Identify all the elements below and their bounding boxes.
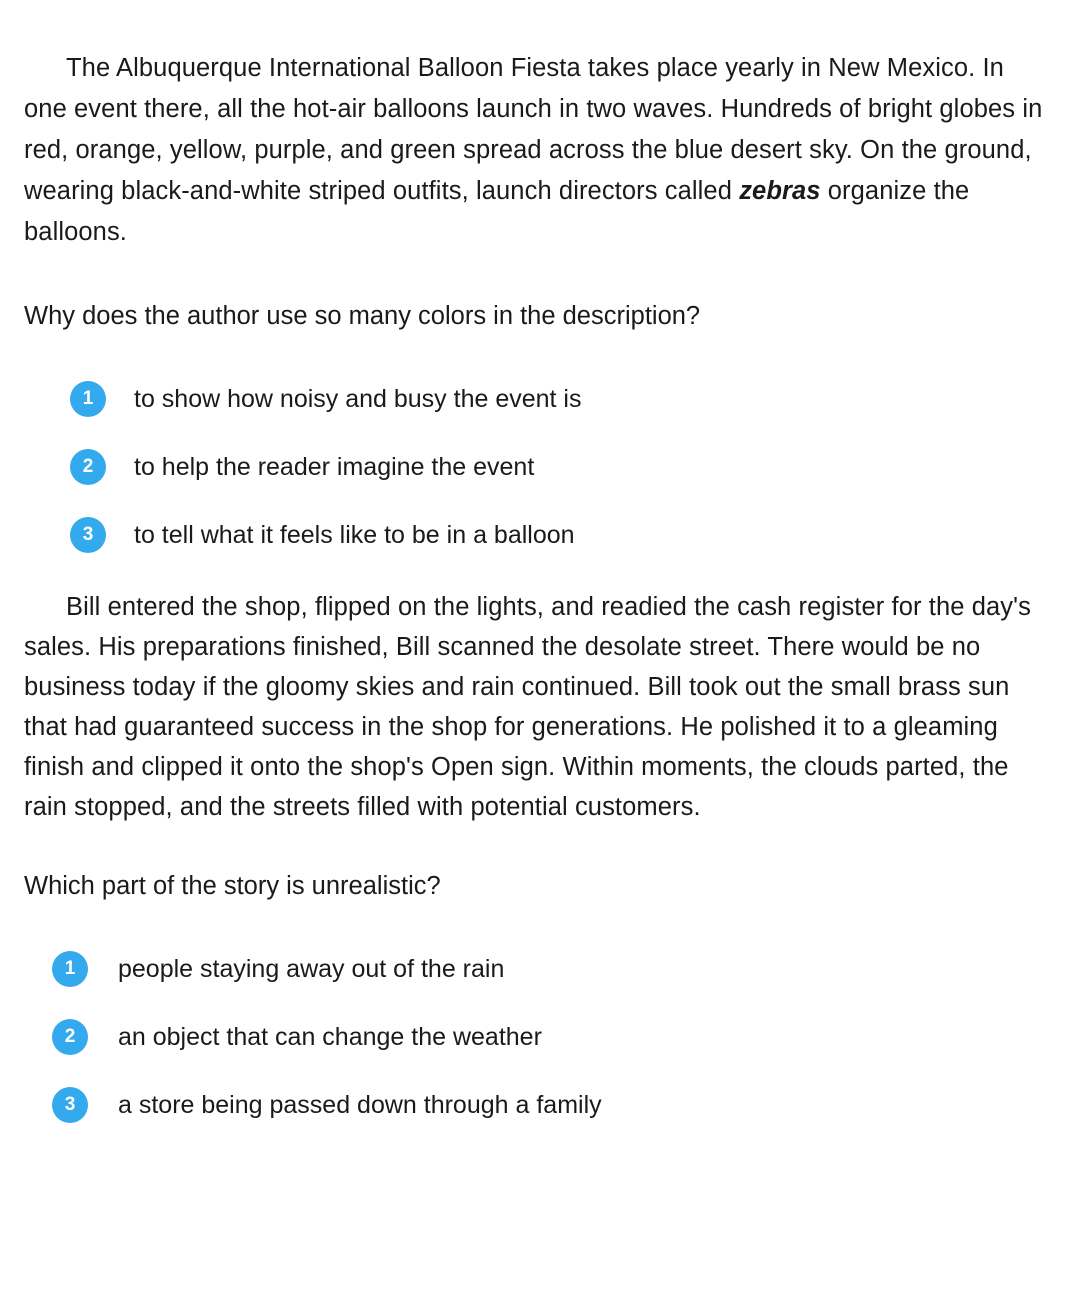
passage-1-tail: organize the balloons.: [24, 176, 970, 246]
choice-number-badge: 3: [52, 1087, 88, 1123]
question-2-choices: [52, 951, 1050, 1123]
choice-number-badge: 1: [52, 951, 88, 987]
passage-1-emphasis: zebras: [739, 176, 821, 205]
choice-label: an object that can change the weather: [118, 1022, 542, 1051]
choice-option[interactable]: [52, 1087, 1050, 1123]
passage-2-lead: Bill entered the shop, flipped on the lights, and readied the cash register for the day's sales. His preparations finished, Bill scanned the desolate street. There would be no business today if the gloomy skies and rain continued. Bill took out the small brass sun that had guaranteed success in the shop for generations. He polished it to a gleaming finish and clipped it onto the shop's Open sign. Within moments, the clouds parted, the rain stopped, and the streets filled with potential customers.: [24, 592, 1031, 821]
question-block-1: [24, 48, 1050, 553]
choice-number-badge: 1: [70, 381, 106, 417]
choice-label: to show how noisy and busy the event is: [134, 384, 582, 413]
question-block-2: [24, 587, 1050, 1123]
passage-1: [24, 48, 1050, 253]
choice-label: to tell what it feels like to be in a balloon: [134, 520, 575, 549]
question-2-text: Which part of the story is unrealistic?: [24, 871, 441, 900]
choice-label: people staying away out of the rain: [118, 954, 505, 983]
choice-option[interactable]: [52, 1019, 1050, 1055]
choice-number-badge: 2: [70, 449, 106, 485]
choice-option[interactable]: [52, 951, 1050, 987]
choice-number-badge: 2: [52, 1019, 88, 1055]
passage-1-lead: The Albuquerque International Balloon Fiesta takes place yearly in New Mexico. In one event there, all the hot-air balloons launch in two waves. Hundreds of bright globes in red, orange, yellow, purple, and green spread across the blue desert sky. On the ground, wearing black-and-white striped outfits, launch directors called: [24, 53, 1043, 205]
choice-label: a store being passed down through a family: [118, 1090, 602, 1119]
question-1-text: Why does the author use so many colors in the description?: [24, 301, 701, 330]
choice-number-badge: 3: [70, 517, 106, 553]
question-1-choices: [70, 381, 1050, 553]
passage-2: [24, 587, 1050, 827]
choice-label: to help the reader imagine the event: [134, 452, 535, 481]
choice-option[interactable]: [70, 381, 1050, 417]
choice-option[interactable]: [70, 449, 1050, 485]
choice-option[interactable]: [70, 517, 1050, 553]
